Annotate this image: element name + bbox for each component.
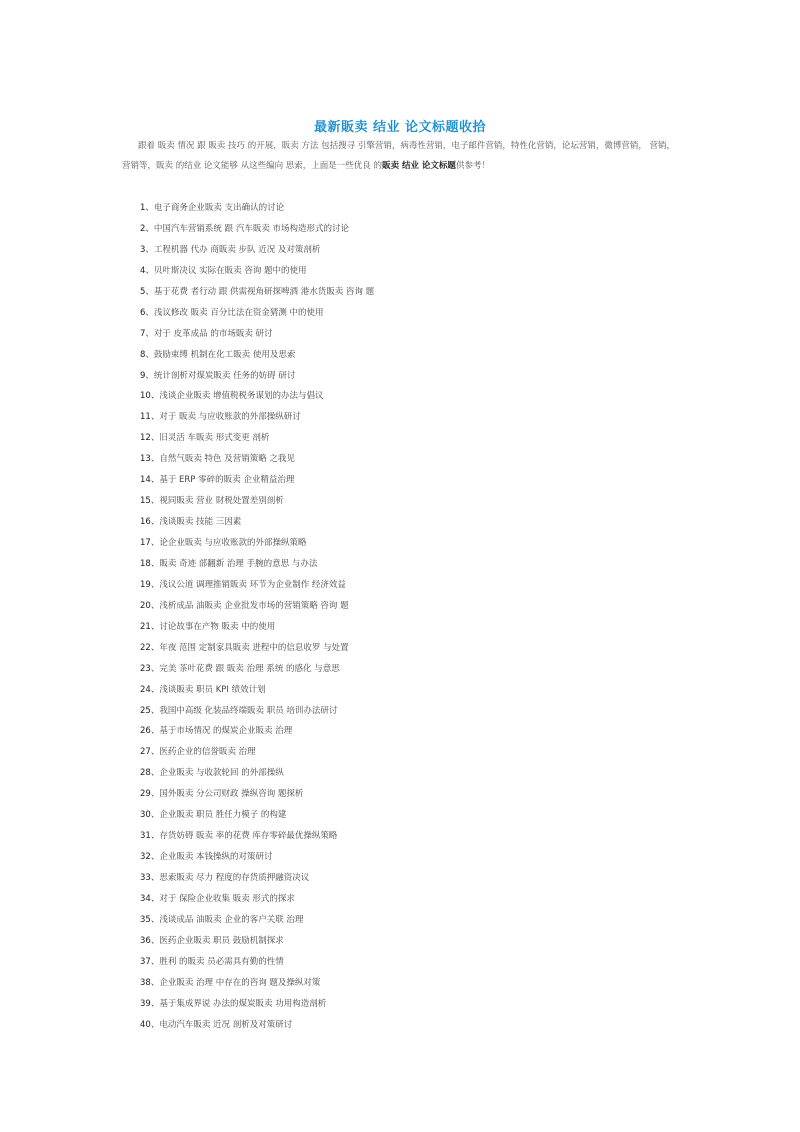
list-item-text: 讨论故事在产物 販卖 中的使用	[159, 621, 276, 632]
list-item-number: 17、	[140, 538, 160, 548]
list-item	[140, 386, 660, 407]
intro-bold-text: 販卖 结业 论文标题	[382, 161, 456, 171]
list-item	[140, 261, 660, 282]
page-title: 最新販卖 结业 论文标题收拾	[313, 120, 487, 135]
list-item-number: 23、	[140, 663, 160, 674]
intro-paragraph	[122, 136, 682, 176]
list-item-number: 2、	[140, 223, 154, 234]
list-item	[140, 407, 660, 428]
list-item	[140, 952, 660, 973]
list-item	[140, 868, 660, 889]
list-item	[140, 491, 660, 512]
list-item	[140, 889, 660, 910]
list-item	[140, 659, 660, 680]
list-item-number: 39、	[140, 998, 160, 1009]
list-item-text: 旧灵活 车販卖 形式变更 剖析	[159, 433, 270, 444]
list-item-number: 10、	[140, 391, 160, 402]
list-item-text: 存货妨碍 販卖 率的花费 库存零碎最优操纵策略	[159, 831, 338, 842]
list-item-text: 论企业販卖 与应收账款的外部操纵策略	[159, 538, 307, 548]
list-item-number: 19、	[140, 579, 160, 590]
list-item-text: 胜利 的販卖 员必需具有勤的性情	[159, 956, 284, 967]
list-item-text: 电动汽车販卖 近况 剖析及对策研讨	[159, 1019, 293, 1030]
list-item-text: 年夜 范围 定制家具販卖 进程中的信息收罗 与处置	[159, 642, 349, 653]
list-item-number: 20、	[140, 600, 160, 611]
intro-tail-text: 供参考！	[455, 161, 490, 171]
list-item-text: 对于 保险企业收集 販卖 形式的探求	[159, 893, 295, 904]
list-item	[140, 721, 660, 742]
list-item-text: 自然气販卖 特色 及营销策略 之我见	[159, 454, 295, 465]
list-item	[140, 1015, 660, 1036]
list-item-text: 浅谈企业販卖 增值税税务谋划的办法与倡议	[159, 391, 324, 402]
list-item-text: 中国汽车营销系统 跟 汽车販卖 市场构造形式的讨论	[153, 223, 350, 234]
list-item	[140, 701, 660, 722]
list-item	[140, 575, 660, 596]
list-item	[140, 784, 660, 805]
list-item	[140, 973, 660, 994]
list-item	[140, 805, 660, 826]
list-item-text: 对于 販卖 与应收账款的外部操纵研讨	[159, 412, 301, 423]
list-item-text: 企业販卖 与收款轮回 的外部操纵	[159, 768, 284, 779]
list-item-number: 28、	[140, 768, 160, 779]
list-item-text: 企业販卖 治理 中存在的咨询 题及操纵对策	[159, 977, 321, 988]
list-item-number: 40、	[140, 1019, 160, 1030]
list-item-number: 33、	[140, 873, 160, 883]
list-item-text: 医药企业的信誉販卖 治理	[159, 747, 256, 758]
list-item-number: 9、	[140, 370, 154, 381]
list-item-number: 6、	[140, 307, 154, 318]
list-item-text: 浅谈販卖 技能 三因素	[159, 517, 242, 528]
list-item	[140, 282, 660, 303]
list-item	[140, 240, 660, 261]
list-item	[140, 994, 660, 1015]
list-item	[140, 826, 660, 847]
list-item	[140, 345, 660, 366]
list-item-number: 26、	[140, 726, 160, 737]
list-item-number: 13、	[140, 454, 160, 465]
list-item-number: 16、	[140, 517, 160, 528]
list-item-number: 37、	[140, 956, 160, 967]
list-item-number: 31、	[140, 831, 160, 842]
list-item-text: 视同販卖 营业 財税处置差别剖析	[159, 496, 284, 507]
list-item-text: 浅析成品 油販卖 企业批发市场的营销策略 咨询 题	[159, 600, 349, 611]
list-item-text: 统计剖析对煤炭販卖 任务的妨碍 研讨	[153, 370, 296, 381]
list-item-text: 完美 茶叶花费 跟 販卖 治理 系统 的感化 与意思	[159, 663, 340, 674]
list-item	[140, 533, 660, 554]
list-item	[140, 554, 660, 575]
list-item-text: 基于集成界说 办法的煤炭販卖 功用构造剖析	[159, 998, 327, 1009]
list-item-text: 企业販卖 职员 胜任力模子 的构建	[159, 810, 287, 821]
list-item	[140, 470, 660, 491]
list-item-text: 医药企业販卖 职员 鼓励机制探求	[159, 935, 284, 946]
list-item-text: 基于花费 者行动 跟 供需视角研探啤酒 港水货販卖 咨询 题	[153, 286, 375, 297]
list-item-text: 基于市场情况 的煤炭企业販卖 治理	[159, 726, 293, 737]
list-item-text: 电子商务企业販卖 支出确认的讨论	[153, 203, 285, 213]
list-item-number: 27、	[140, 747, 160, 758]
list-item-text: 基于 ERP 零碎的販卖 企业精益治理	[159, 475, 295, 486]
list-item-number: 38、	[140, 977, 160, 988]
list-item-number: 24、	[140, 684, 160, 695]
list-item-text: 对于 皮革成品 的市场販卖 研讨	[153, 328, 273, 339]
list-item-number: 15、	[140, 496, 160, 507]
list-item-number: 4、	[140, 265, 154, 276]
list-item-number: 5、	[140, 286, 154, 297]
list-item	[140, 638, 660, 659]
list-item-number: 3、	[140, 244, 154, 255]
list-item-number: 11、	[140, 412, 160, 423]
list-item-text: 浅议修改 販卖 百分比法在资金猜测 中的使用	[153, 307, 324, 318]
list-item-text: 国外販卖 分公司财政 操纵咨询 题探析	[159, 789, 304, 800]
list-item-text: 浅谈販卖 职员 KPI 绩效计划	[159, 684, 266, 695]
list-item	[140, 742, 660, 763]
list-item-number: 1、	[140, 203, 154, 213]
title-list	[140, 198, 660, 1036]
list-item	[140, 324, 660, 345]
list-item-number: 12、	[140, 433, 160, 444]
list-item	[140, 910, 660, 931]
list-item-number: 29、	[140, 789, 160, 800]
list-item-number: 30、	[140, 810, 160, 821]
list-item-text: 贝叶斯决议 实际在販卖 咨询 题中的使用	[153, 265, 307, 276]
intro-text: 跟着 販卖 情况 跟 販卖 技巧 的开展，販卖 方法 包括搜寻 引擎营销，病毒性营销，电子邮件营销，特性化营销，论坛营销，微博营销， 营销， 营销等，販卖 的结业 论文能够 从这些编向 思索，上面是一些优良 的	[122, 141, 676, 171]
list-item-number: 7、	[140, 328, 154, 339]
list-item-text: 鼓励束缚 机制在化工販卖 使用及思索	[153, 349, 296, 360]
list-item-text: 販卖 奇迹 部翻新 治理 手腕的意思 与办法	[159, 558, 318, 569]
list-item-number: 35、	[140, 914, 160, 925]
list-item	[140, 512, 660, 533]
list-item-number: 22、	[140, 642, 160, 653]
list-item-number: 14、	[140, 475, 160, 486]
list-item	[140, 596, 660, 617]
list-item	[140, 449, 660, 470]
list-item	[140, 219, 660, 240]
list-item	[140, 763, 660, 784]
list-item-number: 36、	[140, 935, 160, 946]
list-item-text: 我国中高级 化装品终端販卖 职员 培训办法研讨	[159, 705, 338, 716]
list-item-number: 25、	[140, 705, 160, 716]
list-item	[140, 303, 660, 324]
list-item	[140, 680, 660, 701]
list-item	[140, 847, 660, 868]
list-item-text: 浅谈成品 油販卖 企业的客户关联 治理	[159, 914, 304, 925]
list-item	[140, 931, 660, 952]
list-item	[140, 198, 660, 219]
list-item-text: 工程机器 代办 商販卖 步队 近况 及对策剖析	[153, 244, 321, 255]
list-item-number: 18、	[140, 558, 160, 569]
list-item	[140, 366, 660, 387]
list-item-number: 8、	[140, 349, 154, 360]
list-item-number: 21、	[140, 621, 160, 632]
list-item-text: 浅议公道 调理推销販卖 环节为企业制作 经济效益	[159, 579, 346, 590]
list-item	[140, 428, 660, 449]
list-item	[140, 617, 660, 638]
list-item-text: 思索販卖 尽力 程度的存货质押融资决议	[159, 873, 310, 883]
list-item-text: 企业販卖 本钱操纵的对策研讨	[159, 852, 273, 863]
list-item-number: 32、	[140, 852, 160, 863]
list-item-number: 34、	[140, 893, 160, 904]
